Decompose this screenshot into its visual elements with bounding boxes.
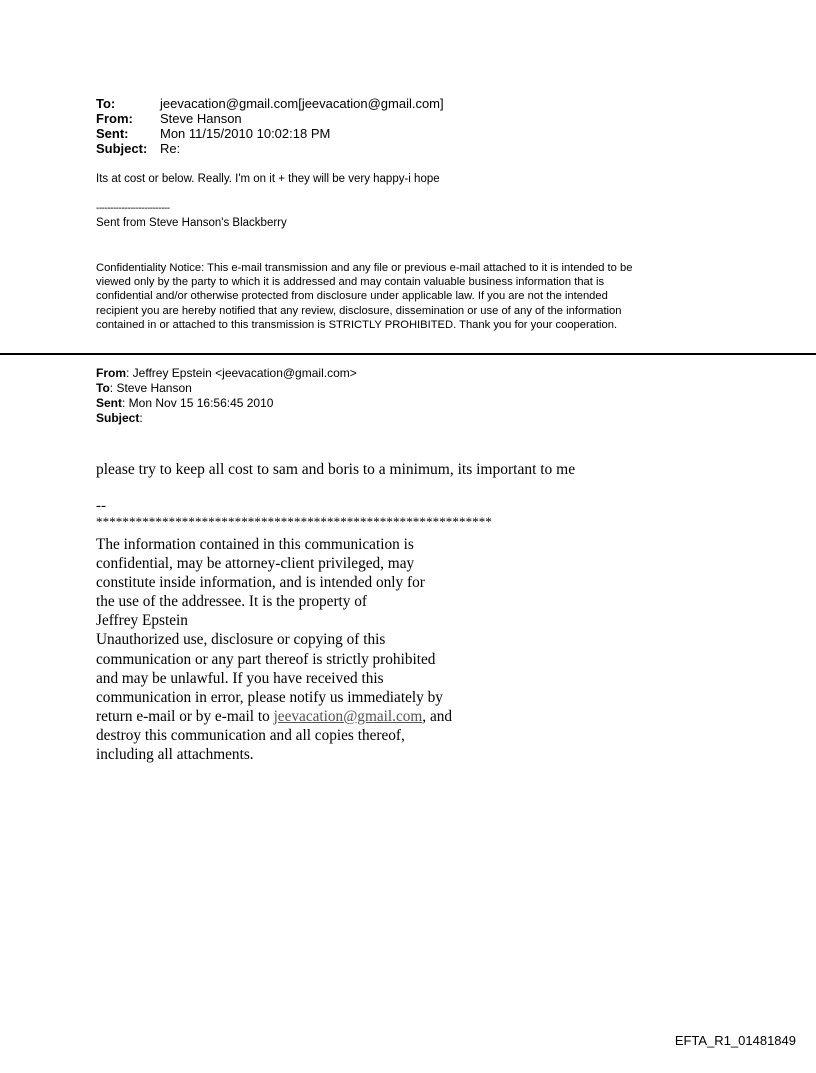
disclaimer-line: confidential, may be attorney-client privileged, may xyxy=(96,555,415,573)
disclaimer-line: Jeffrey Epstein xyxy=(96,612,188,630)
to-label: To: xyxy=(96,96,116,111)
sent-label: Sent: xyxy=(96,126,129,141)
disclaimer-line: communication or any part thereof is strictly prohibited xyxy=(96,650,436,668)
email2-header xyxy=(96,366,357,426)
disclaimer-line: destroy this communication and all copies thereof, xyxy=(96,726,405,744)
email2-subject-row xyxy=(96,411,357,426)
from-value: : Jeffrey Epstein <jeevacation@gmail.com> xyxy=(126,366,357,380)
to-value: : Steve Hanson xyxy=(109,381,192,395)
email1-sent-row xyxy=(96,126,444,141)
signature-delimiter: -- xyxy=(96,498,106,514)
sent-value: : Mon Nov 15 16:56:45 2010 xyxy=(122,396,274,410)
confidentiality-line: confidential and/or otherwise protected from disclosure under applicable law. If you are not the intended xyxy=(96,290,608,303)
disclaimer-line: communication in error, please notify us immediately by xyxy=(96,688,443,706)
email2-sent-row xyxy=(96,396,357,411)
message-divider xyxy=(0,353,816,355)
disclaimer-line: including all attachments. xyxy=(96,746,254,764)
confidentiality-line: Confidentiality Notice: This e-mail transmission and any file or previous e-mail attached to it is intended to be xyxy=(96,262,633,274)
sent-value: Mon 11/15/2010 10:02:18 PM xyxy=(160,126,331,141)
email1-to-row xyxy=(96,96,444,111)
email2-from-row xyxy=(96,366,357,381)
subject-value: : xyxy=(139,411,143,425)
from-label: From: xyxy=(96,111,133,126)
email1-body: Its at cost or below. Really. I'm on it + they will be very happy-i hope xyxy=(96,173,440,185)
email-link[interactable]: jeevacation@gmail.com xyxy=(273,707,423,725)
legal-disclaimer xyxy=(96,535,452,764)
subject-label: Subject xyxy=(96,411,140,425)
confidentiality-notice xyxy=(96,261,716,332)
disclaimer-line: constitute inside information, and is intended only for xyxy=(96,574,425,592)
signature-separator: -------------------------- xyxy=(96,203,170,214)
disclaimer-text: , and xyxy=(422,707,453,725)
from-value: Steve Hanson xyxy=(160,111,242,126)
confidentiality-line: recipient you are hereby notified that any review, disclosure, dissemination or use of any of the information xyxy=(96,304,622,317)
email1-header xyxy=(96,96,444,156)
disclaimer-text: return e-mail or by e-mail to xyxy=(96,707,274,725)
disclaimer-line xyxy=(96,707,452,726)
asterisk-separator: ************************************************************ xyxy=(96,514,492,529)
subject-value: Re: xyxy=(160,141,181,156)
to-value: jeevacation@gmail.com[jeevacation@gmail.com] xyxy=(160,96,444,111)
to-label: To xyxy=(96,381,110,395)
from-label: From xyxy=(96,366,126,380)
disclaimer-line: and may be unlawful. If you have received this xyxy=(96,669,384,687)
confidentiality-line: contained in or attached to this transmission is STRICTLY PROHIBITED. Thank you for your cooperation. xyxy=(96,318,618,331)
email2-to-row xyxy=(96,381,357,396)
email2-body: please try to keep all cost to sam and boris to a minimum, its important to me xyxy=(96,461,576,478)
disclaimer-line: the use of the addressee. It is the property of xyxy=(96,593,368,611)
document-id: EFTA_R1_01481849 xyxy=(674,1033,796,1048)
confidentiality-line: viewed only by the party to which it is addressed and may contain valuable business information that is xyxy=(96,276,605,289)
subject-label: Subject: xyxy=(96,141,148,156)
email1-from-row xyxy=(96,111,444,126)
email1-subject-row xyxy=(96,141,444,156)
signature-text: Sent from Steve Hanson's Blackberry xyxy=(96,217,287,229)
sent-label: Sent xyxy=(96,396,123,410)
disclaimer-line: The information contained in this communication is xyxy=(96,536,414,553)
disclaimer-line: Unauthorized use, disclosure or copying of this xyxy=(96,631,386,649)
